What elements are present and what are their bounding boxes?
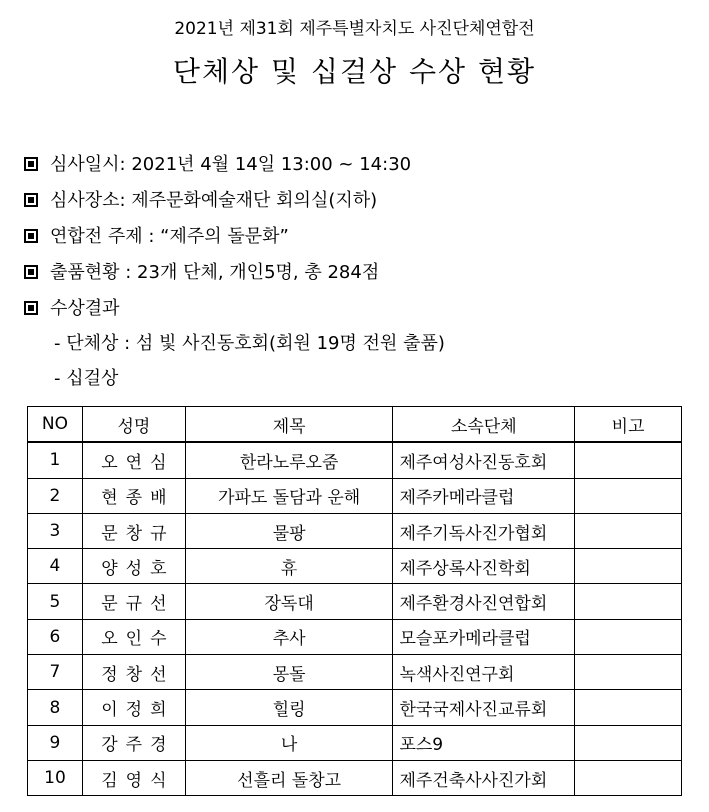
document-title: 단체상 및 십걸상 수상 현황 xyxy=(172,55,537,88)
info-entries xyxy=(24,258,379,284)
cell-name: 현종배 xyxy=(82,478,185,513)
info-place xyxy=(24,186,377,212)
col-header-title: 제목 xyxy=(185,407,393,443)
cell-title: 장독대 xyxy=(185,584,393,619)
cell-title: 물팡 xyxy=(185,513,393,548)
cell-no: 7 xyxy=(28,655,83,690)
cell-group: 제주건축사사진가회 xyxy=(393,760,575,795)
cell-title: 가파도 돌담과 운해 xyxy=(185,478,393,513)
table-row xyxy=(28,619,682,654)
cell-note xyxy=(575,513,682,548)
cell-name: 오연심 xyxy=(82,442,185,478)
cell-name: 문창규 xyxy=(82,513,185,548)
cell-no: 2 xyxy=(28,478,83,513)
col-header-group: 소속단체 xyxy=(393,407,575,443)
cell-no: 3 xyxy=(28,513,83,548)
cell-group: 제주기독사진가협회 xyxy=(393,513,575,548)
table-row xyxy=(28,478,682,513)
cell-note xyxy=(575,584,682,619)
cell-group: 제주여성사진동호회 xyxy=(393,442,575,478)
cell-note xyxy=(575,619,682,654)
table-row xyxy=(28,760,682,795)
info-date-text: 심사일시: 2021년 4월 14일 13:00 ~ 14:30 xyxy=(50,154,412,175)
square-bullet-icon xyxy=(24,193,38,207)
cell-note xyxy=(575,442,682,478)
cell-group: 제주환경사진연합회 xyxy=(393,584,575,619)
cell-no: 8 xyxy=(28,690,83,725)
cell-no: 4 xyxy=(28,549,83,584)
table-row xyxy=(28,655,682,690)
cell-no: 10 xyxy=(28,760,83,795)
col-header-note: 비고 xyxy=(575,407,682,443)
cell-no: 9 xyxy=(28,725,83,760)
cell-no: 1 xyxy=(28,442,83,478)
square-bullet-icon xyxy=(24,301,38,315)
table-row xyxy=(28,725,682,760)
cell-note xyxy=(575,760,682,795)
document-subtitle: 2021년 제31회 제주특별자치도 사진단체연합전 xyxy=(174,19,535,39)
table-row xyxy=(28,513,682,548)
cell-title: 휴 xyxy=(185,549,393,584)
cell-name: 오인수 xyxy=(82,619,185,654)
cell-group: 제주카메라클럽 xyxy=(393,478,575,513)
cell-name: 김영식 xyxy=(82,760,185,795)
info-result xyxy=(24,294,120,320)
table-row xyxy=(28,549,682,584)
col-header-no: NO xyxy=(28,407,83,443)
cell-note xyxy=(575,655,682,690)
cell-name: 강주경 xyxy=(82,725,185,760)
cell-name: 이정희 xyxy=(82,690,185,725)
cell-name: 문규선 xyxy=(82,584,185,619)
cell-name: 양성호 xyxy=(82,549,185,584)
cell-title: 힐링 xyxy=(185,690,393,725)
cell-title: 몽돌 xyxy=(185,655,393,690)
ten-award-line: - 십걸상 xyxy=(54,368,119,389)
info-place-text: 심사장소: 제주문화예술재단 회의실(지하) xyxy=(50,190,378,211)
table-row xyxy=(28,584,682,619)
cell-note xyxy=(575,478,682,513)
cell-note xyxy=(575,549,682,584)
square-bullet-icon xyxy=(24,157,38,171)
cell-title: 한라노루오줌 xyxy=(185,442,393,478)
cell-name: 정창선 xyxy=(82,655,185,690)
square-bullet-icon xyxy=(24,229,38,243)
awards-table xyxy=(27,406,682,796)
cell-note xyxy=(575,690,682,725)
cell-note xyxy=(575,725,682,760)
cell-group: 포스9 xyxy=(393,725,575,760)
info-theme-text: 연합전 주제 : “제주의 돌문화” xyxy=(50,226,289,247)
info-entries-text: 출품현황 : 23개 단체, 개인5명, 총 284점 xyxy=(50,262,380,283)
info-date xyxy=(24,150,411,176)
cell-title: 추사 xyxy=(185,619,393,654)
cell-group: 제주상록사진학회 xyxy=(393,549,575,584)
cell-group: 한국국제사진교류회 xyxy=(393,690,575,725)
cell-group: 녹색사진연구회 xyxy=(393,655,575,690)
table-row xyxy=(28,690,682,725)
cell-title: 나 xyxy=(185,725,393,760)
col-header-name: 성명 xyxy=(82,407,185,443)
square-bullet-icon xyxy=(24,265,38,279)
info-result-text: 수상결과 xyxy=(50,298,120,319)
group-award-line: - 단체상 : 섬 빛 사진동호회(회원 19명 전원 출품) xyxy=(54,333,445,354)
table-header-row xyxy=(28,407,682,443)
table-row xyxy=(28,442,682,478)
cell-title: 선흘리 돌창고 xyxy=(185,760,393,795)
cell-group: 모슬포카메라클럽 xyxy=(393,619,575,654)
cell-no: 6 xyxy=(28,619,83,654)
info-theme xyxy=(24,222,289,248)
cell-no: 5 xyxy=(28,584,83,619)
